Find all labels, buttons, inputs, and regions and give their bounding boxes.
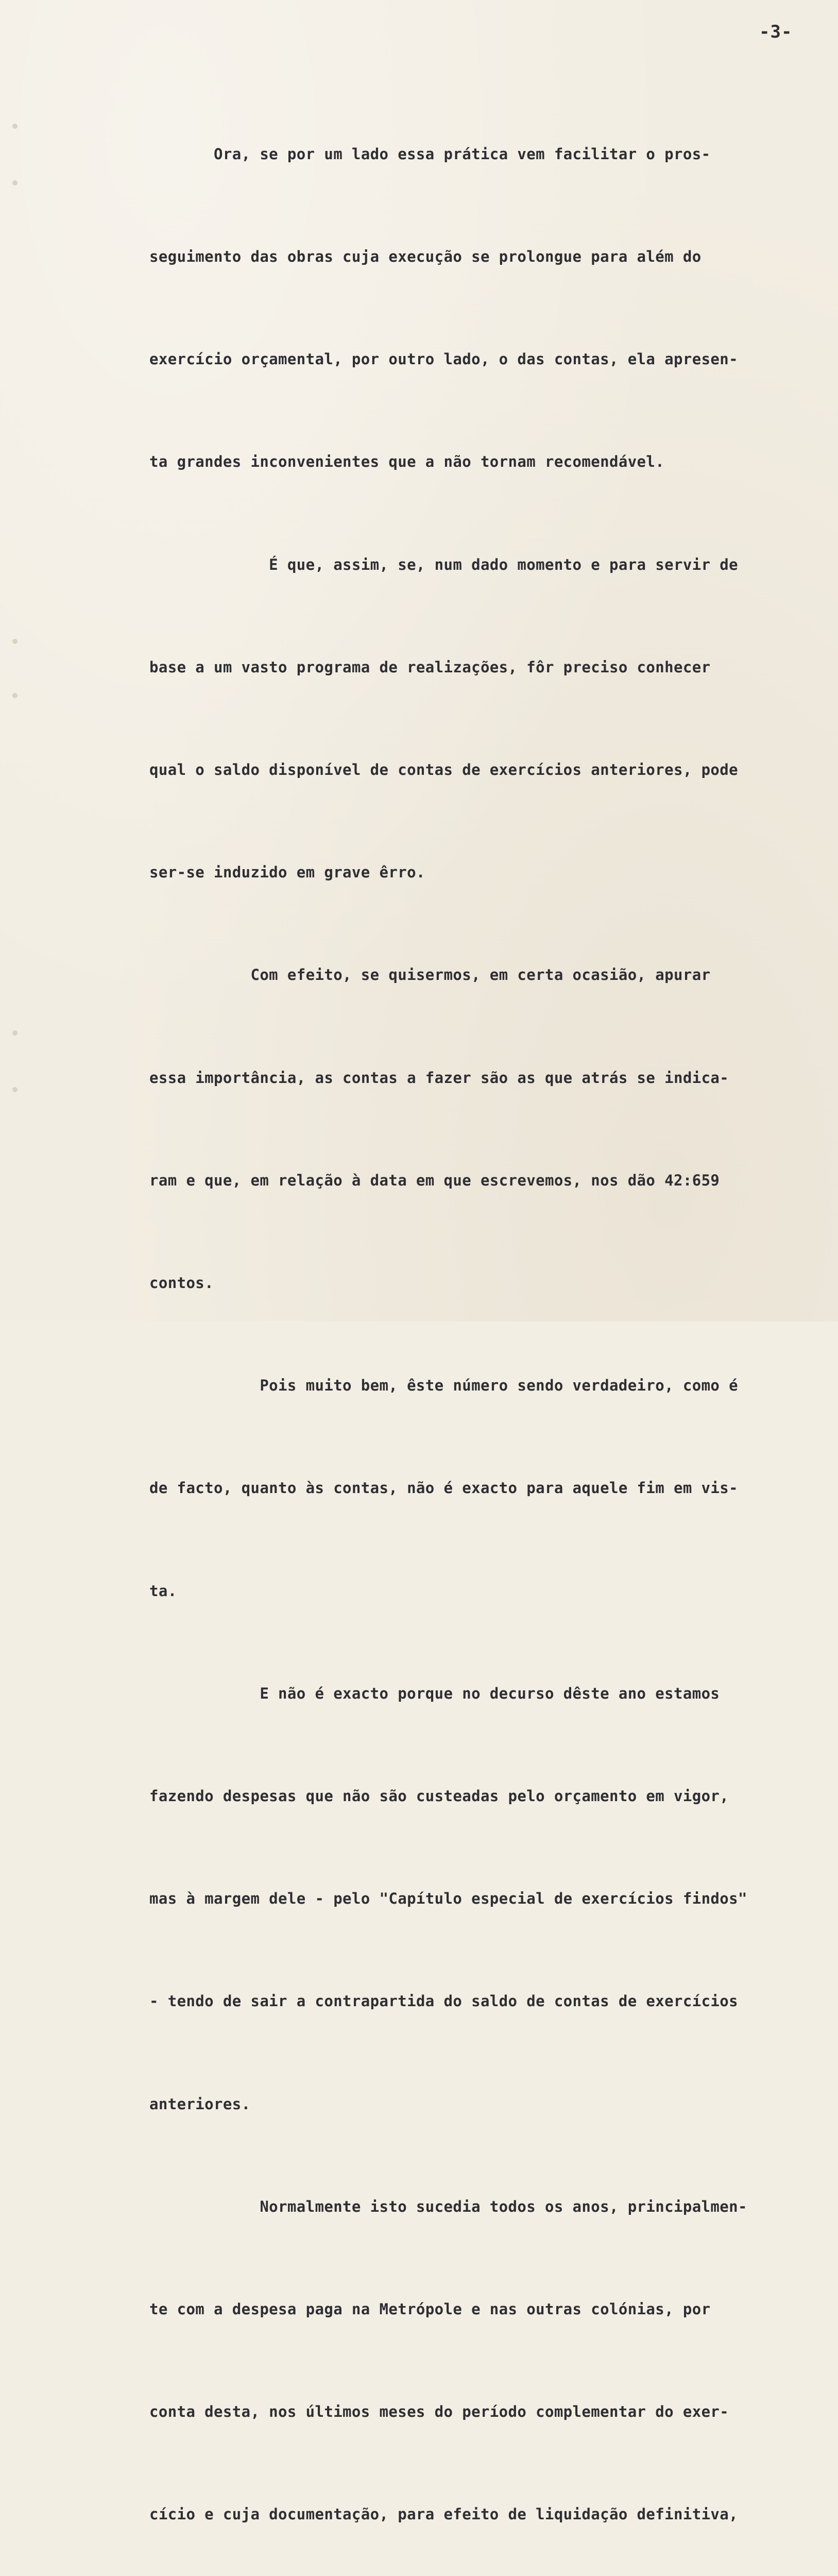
punch-hole-mark [12,1087,18,1092]
text-line: ram e que, em relação à data em que escrevemos, nos dão 42:659 [149,1171,720,1189]
punch-hole-mark [12,180,18,185]
text-line: exercício orçamental, por outro lado, o das contas, ela apresen- [149,350,739,368]
text-line: E não é exacto porque no decurso dêste ano estamos [149,1684,720,1702]
punch-hole-mark [12,124,18,129]
text-line: contos. [149,1274,214,1292]
text-line: Pois muito bem, êste número sendo verdadeiro, como é [149,1377,739,1395]
punch-hole-mark [12,693,18,698]
text-line: te com a despesa paga na Metrópole e nas outras colónias, por [149,2300,711,2318]
punch-hole-mark [12,639,18,644]
text-line: base a um vasto programa de realizações, fôr preciso conhecer [149,658,711,676]
text-line: seguimento das obras cuja execução se prolongue para além do [149,248,702,266]
text-line: qual o saldo disponível de contas de exercícios anteriores, pode [149,761,739,779]
text-line: de facto, quanto às contas, não é exacto para aquele fim em vis- [149,1479,739,1497]
text-line: - tendo de sair a contrapartida do saldo de contas de exercícios [149,1992,739,2010]
text-line: Ora, se por um lado essa prática vem facilitar o pros- [149,145,711,163]
text-line: ta grandes inconvenientes que a não tornam recomendável. [149,453,665,471]
text-line: É que, assim, se, num dado momento e para servir de [149,555,739,573]
text-line: conta desta, nos últimos meses do período complementar do exer- [149,2403,729,2421]
typed-body-text [149,69,814,2576]
text-line: anteriores. [149,2095,251,2113]
punch-hole-mark [12,1030,18,1036]
page-number: -3- [759,22,793,42]
text-line: ta. [149,1582,177,1600]
text-line: ser-se induzido em grave êrro. [149,863,425,882]
text-line: Com efeito, se quisermos, em certa ocasião, apurar [149,966,711,984]
text-line: Normalmente isto sucedia todos os anos, principalmen- [149,2197,747,2215]
text-line: mas à margem dele - pelo "Capítulo especial de exercícios findos" [149,1890,747,1908]
text-line: essa importância, as contas a fazer são as que atrás se indica- [149,1069,729,1087]
text-line: fazendo despesas que não são custeadas pelo orçamento em vigor, [149,1787,729,1805]
text-line: cício e cuja documentação, para efeito de liquidação definitiva, [149,2505,739,2523]
